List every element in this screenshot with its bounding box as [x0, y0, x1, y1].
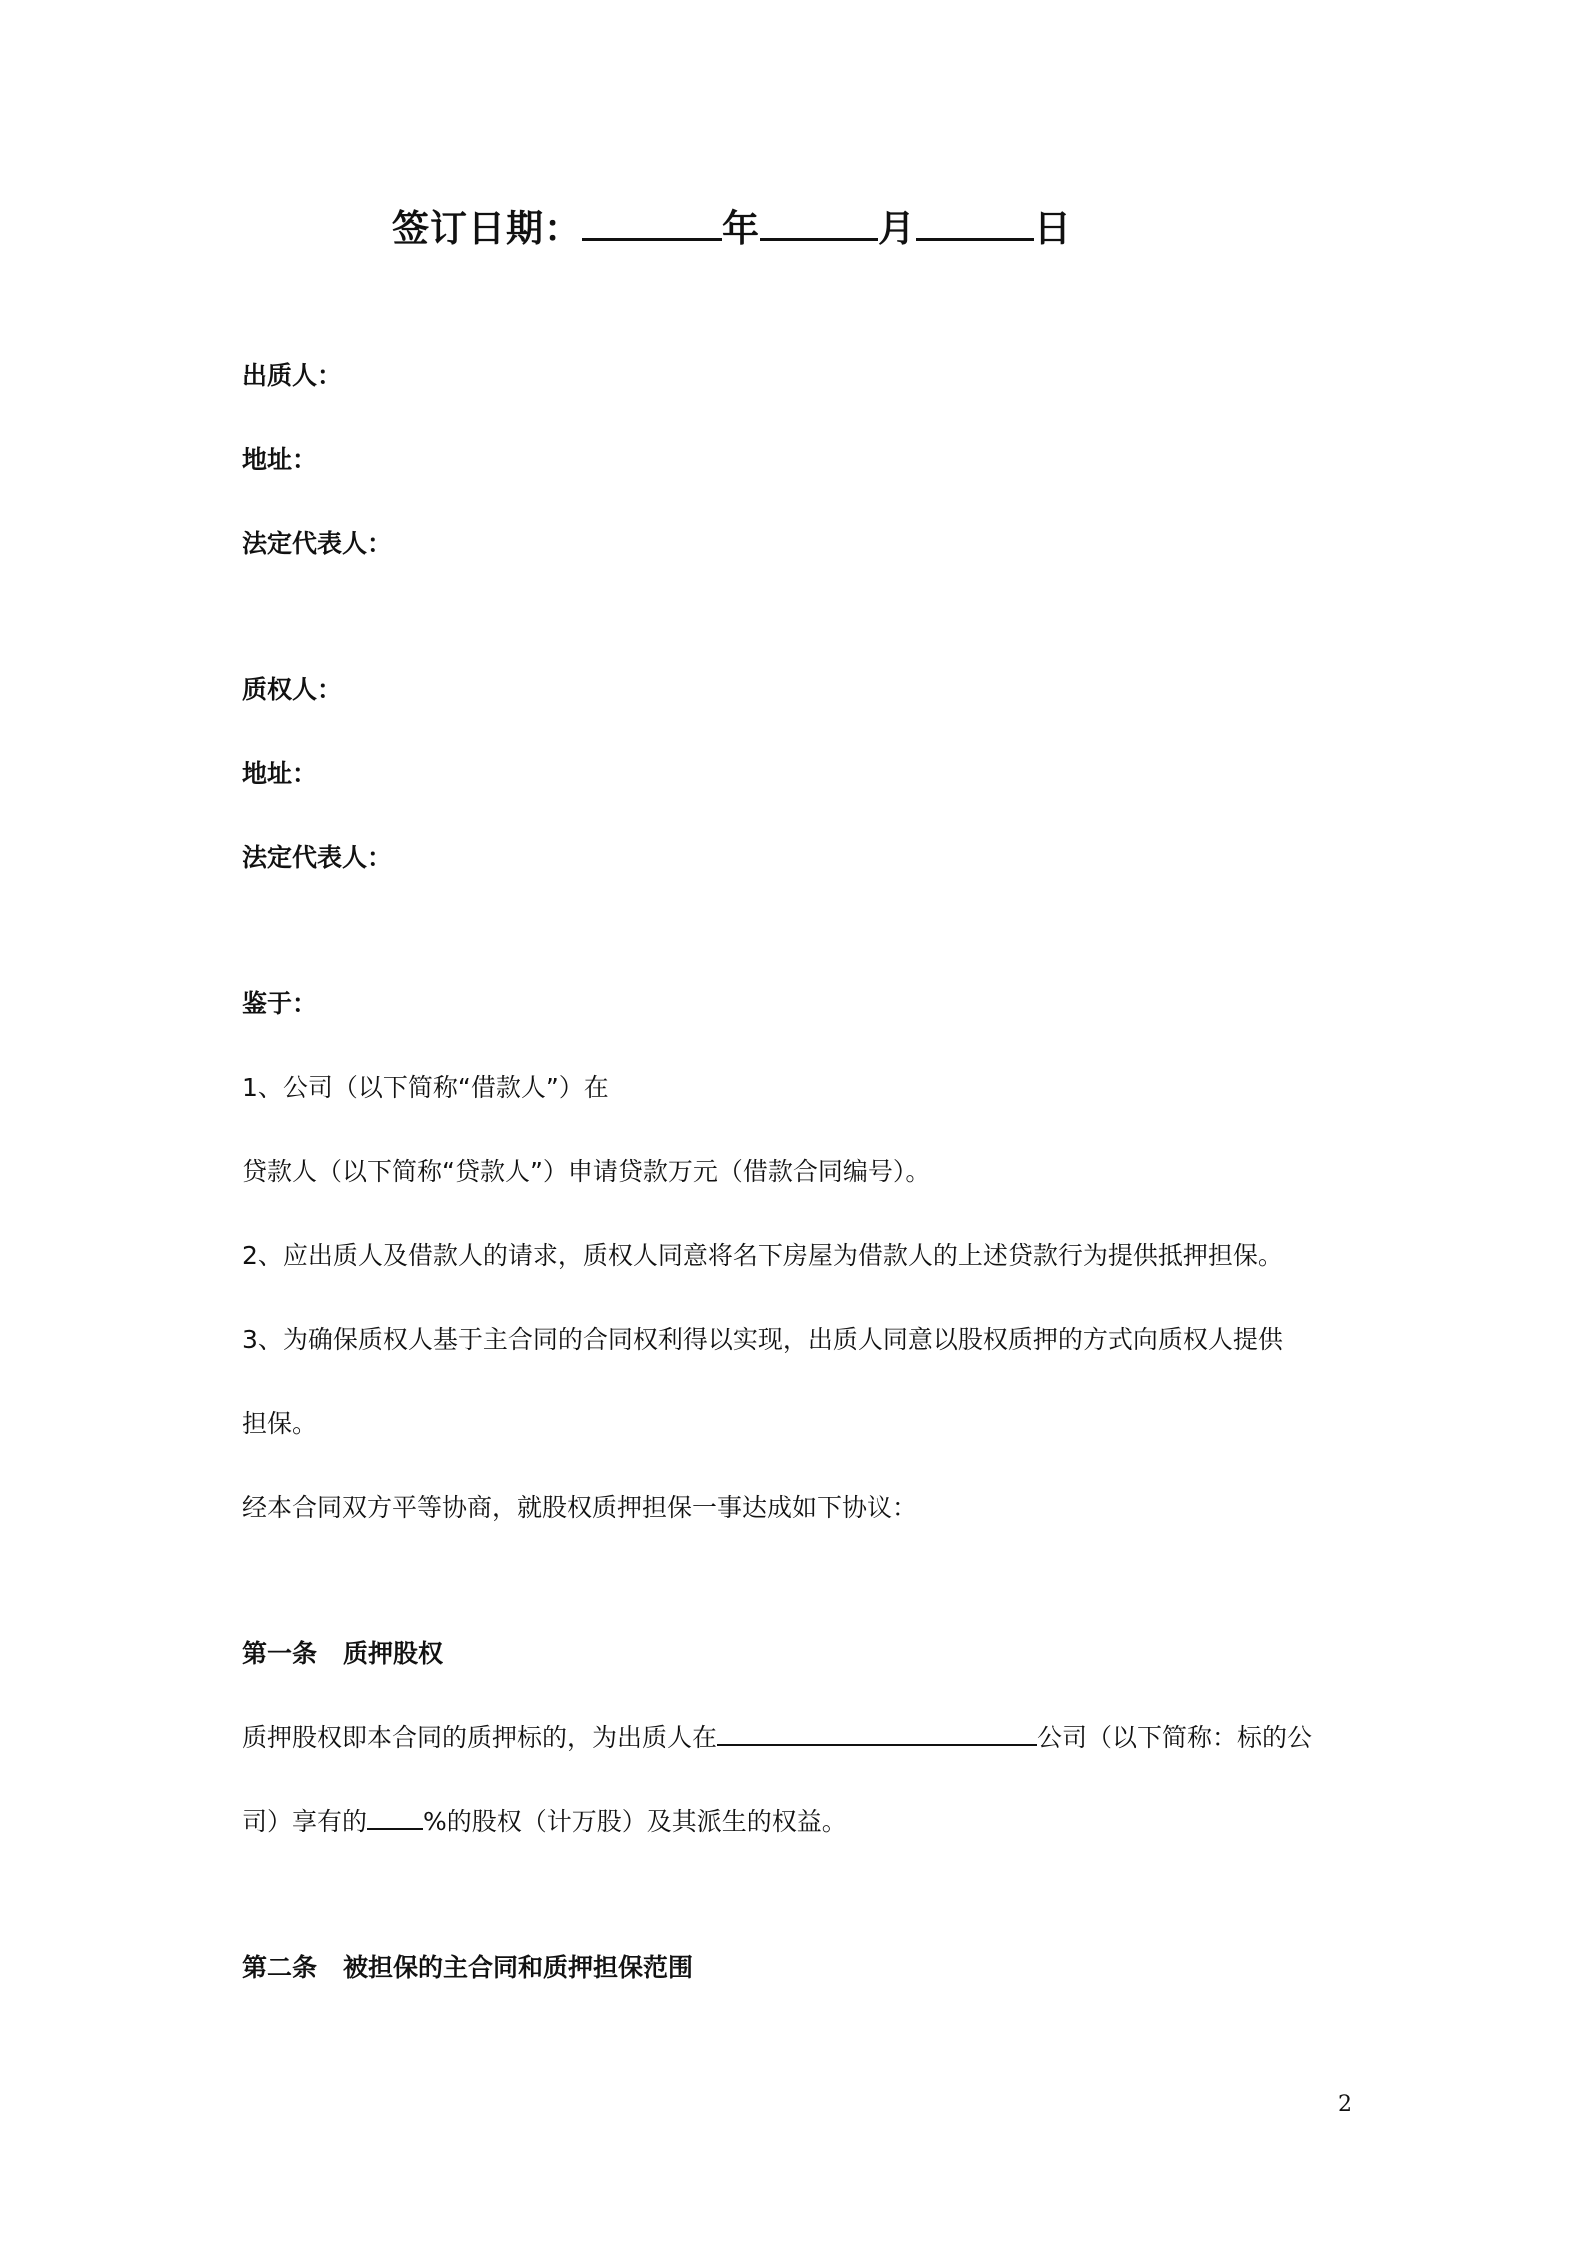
article1-heading [242, 1634, 443, 1670]
article1-line1-part-b: 公司（以下简称：标的公 [1037, 1723, 1313, 1752]
article2-title: 被担保的主合同和质押担保范围 [343, 1953, 694, 1982]
recital-item3-line2: 担保。 [242, 1409, 318, 1438]
article1-line1 [242, 1718, 1312, 1754]
month-blank [760, 204, 878, 241]
article1-line1-part-a: 质押股权即本合同的质押标的，为出质人在 [242, 1723, 718, 1752]
year-label: 年 [722, 207, 760, 250]
article1-line2 [242, 1802, 847, 1838]
recital-item2: 2、应出质人及借款人的请求，质权人同意将名下房屋为借款人的上述贷款行为提供抵押担保。 [242, 1241, 1283, 1270]
pledgee-rep-label: 法定代表人： [242, 843, 393, 872]
article1-line2-part-a: 司）享有的 [242, 1807, 368, 1836]
article2-number: 第二条 [242, 1953, 318, 1982]
article1-title: 质押股权 [343, 1639, 444, 1668]
page-number: 2 [1338, 2092, 1352, 2117]
article2-heading [242, 1948, 693, 1984]
pledgee-address-label: 地址： [242, 759, 318, 788]
day-label: 日 [1034, 207, 1072, 250]
pledgor-rep-label: 法定代表人： [242, 529, 393, 558]
sign-date-title [392, 198, 1072, 252]
year-blank [582, 204, 722, 241]
recitals-heading: 鉴于： [242, 989, 318, 1018]
pledgee-name-label: 质权人： [242, 675, 343, 704]
article1-number: 第一条 [242, 1639, 318, 1668]
sign-date-label: 签订日期： [392, 207, 582, 250]
month-label: 月 [878, 207, 916, 250]
pledgor-name-label: 出质人： [242, 361, 343, 390]
pledgor-address-label: 地址： [242, 445, 318, 474]
recital-item3-line1: 3、为确保质权人基于主合同的合同权利得以实现，出质人同意以股权质押的方式向质权人提供 [242, 1325, 1283, 1354]
percentage-blank [367, 1802, 423, 1830]
article1-line2-part-b: %的股权（计万股）及其派生的权益。 [423, 1807, 847, 1836]
company-name-blank [717, 1718, 1037, 1746]
recital-item1-line1: 1、公司（以下简称“借款人”）在 [242, 1073, 609, 1102]
agreement-statement: 经本合同双方平等协商，就股权质押担保一事达成如下协议： [242, 1493, 918, 1522]
day-blank [916, 204, 1034, 241]
recital-item1-line2: 贷款人（以下简称“贷款人”）申请贷款万元（借款合同编号）。 [242, 1157, 931, 1186]
